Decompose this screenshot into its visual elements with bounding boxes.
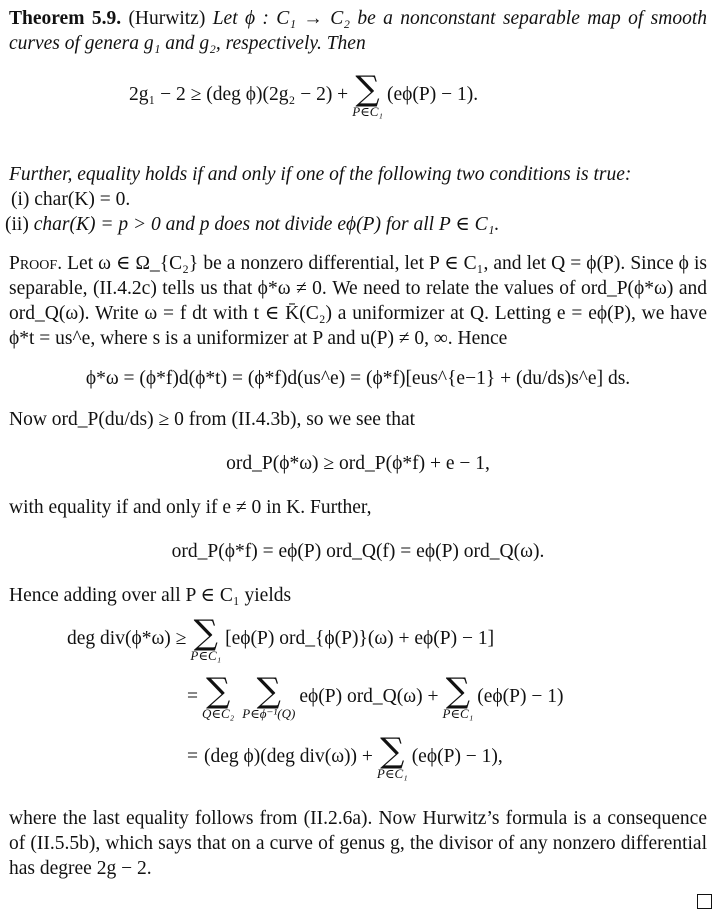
sum-subscript: Q∈C₂ bbox=[202, 706, 235, 721]
theorem-attribution: (Hurwitz) bbox=[128, 8, 206, 29]
qed-square-icon bbox=[697, 894, 712, 909]
conditions-list bbox=[5, 187, 707, 237]
hurwitz-formula bbox=[9, 69, 707, 162]
align-term: (eϕ(P) − 1) bbox=[477, 686, 564, 707]
theorem-statement bbox=[9, 6, 707, 56]
theorem-heading: Theorem 5.9. bbox=[9, 8, 122, 29]
condition-ii bbox=[5, 212, 707, 237]
equation-pullback: ϕ*ω = (ϕ*f)d(ϕ*t) = (ϕ*f)d(us^e) = (ϕ*f)[eus^{e−1} + (du/ds)s^e] ds. bbox=[85, 368, 631, 389]
proof-paragraph-1 bbox=[9, 251, 707, 351]
align-term: eϕ(P) ord_Q(ω) + bbox=[299, 686, 439, 707]
align-line-2 bbox=[187, 671, 564, 722]
proof-paragraph-5: where the last equality follows from (II.2.6a). Now Hurwitz’s formula is a consequence of (II.5.5b), which says that on a curve of genus g, the divisor of any nonzero differential has degree 2g − 2. bbox=[9, 808, 707, 879]
sum-symbol: ∑ Q∈C₂ bbox=[202, 671, 235, 721]
align-term: (eϕ(P) − 1), bbox=[411, 746, 503, 767]
aligned-sum-equations bbox=[9, 613, 707, 798]
equation-order-bound: ord_P(ϕ*ω) ≥ ord_P(ϕ*f) + e − 1, bbox=[226, 453, 490, 474]
condition-text: char(K) = 0. bbox=[34, 189, 131, 210]
sum-subscript: P∈ϕ⁻¹(Q) bbox=[242, 706, 296, 721]
equality-intro: Further, equality holds if and only if one of the following two conditions is true: bbox=[9, 164, 632, 185]
align-line-1 bbox=[67, 613, 495, 664]
sum-subscript: P∈C₁ bbox=[442, 706, 474, 721]
condition-label: (i) bbox=[11, 189, 30, 210]
condition-i bbox=[9, 187, 707, 212]
formula-lhs: 2g₁ − 2 ≥ (deg ϕ)(2g₂ − 2) + bbox=[129, 84, 349, 105]
formula-term: (eϕ(P) − 1). bbox=[386, 84, 479, 105]
theorem-text: Let ϕ : C₁ → C₂ be a nonconstant separable map of smooth curves of genera g₁ and g₂, respectively. Then bbox=[9, 8, 708, 54]
sum-symbol: ∑ P∈C₁ bbox=[376, 731, 408, 781]
proof-label: Proof. bbox=[9, 253, 63, 274]
proof-paragraph-4: Hence adding over all P ∈ C₁ yields bbox=[9, 585, 292, 606]
align-line-3 bbox=[187, 731, 503, 782]
equation-order-pullback: ord_P(ϕ*f) = eϕ(P) ord_Q(f) = eϕ(P) ord_Q(ω). bbox=[171, 541, 545, 562]
sum-subscript: P∈C₁ bbox=[352, 104, 383, 119]
proof-paragraph-3: with equality if and only if e ≠ 0 in K. Further, bbox=[9, 497, 372, 518]
sum-symbol: ∑ P∈C₁ bbox=[352, 69, 383, 119]
condition-text: char(K) = p > 0 and p does not divide eϕ(P) for all P ∈ C₁. bbox=[33, 214, 500, 235]
page bbox=[5, 6, 708, 881]
align-eq-sign: = bbox=[187, 746, 198, 767]
proof-text-1: Let ω ∈ Ω_{C₂} be a nonzero differential, let P ∈ C₁, and let Q = ϕ(P). Since ϕ is separable, (II.4.2c) tells us that ϕ*ω ≠ 0. We need to relate the values of ord_P(ϕ*ω) and ord_Q(ω). Write ω = f dt with t ∈ K̄(C₂) a uniformizer at Q. Letting e = eϕ(P), we have ϕ*t = us^e, where s is a uniformizer at P and u(P) ≠ 0, ∞. Hence bbox=[9, 253, 707, 349]
condition-label: (ii) bbox=[5, 214, 29, 235]
sum-symbol: ∑ P∈ϕ⁻¹(Q) bbox=[242, 671, 296, 721]
sum-symbol: ∑ P∈C₁ bbox=[190, 613, 222, 663]
sum-subscript: P∈C₁ bbox=[190, 648, 222, 663]
align-term: [eϕ(P) ord_{ϕ(P)}(ω) + eϕ(P) − 1] bbox=[225, 628, 495, 649]
proof-paragraph-2: Now ord_P(du/ds) ≥ 0 from (II.4.3b), so we see that bbox=[9, 409, 416, 430]
sum-subscript: P∈C₁ bbox=[376, 766, 408, 781]
align-eq-sign: = bbox=[187, 686, 198, 707]
align-lhs: deg div(ϕ*ω) ≥ bbox=[67, 628, 187, 649]
sum-symbol: ∑ P∈C₁ bbox=[442, 671, 474, 721]
align-term: (deg ϕ)(deg div(ω)) + bbox=[204, 746, 373, 767]
